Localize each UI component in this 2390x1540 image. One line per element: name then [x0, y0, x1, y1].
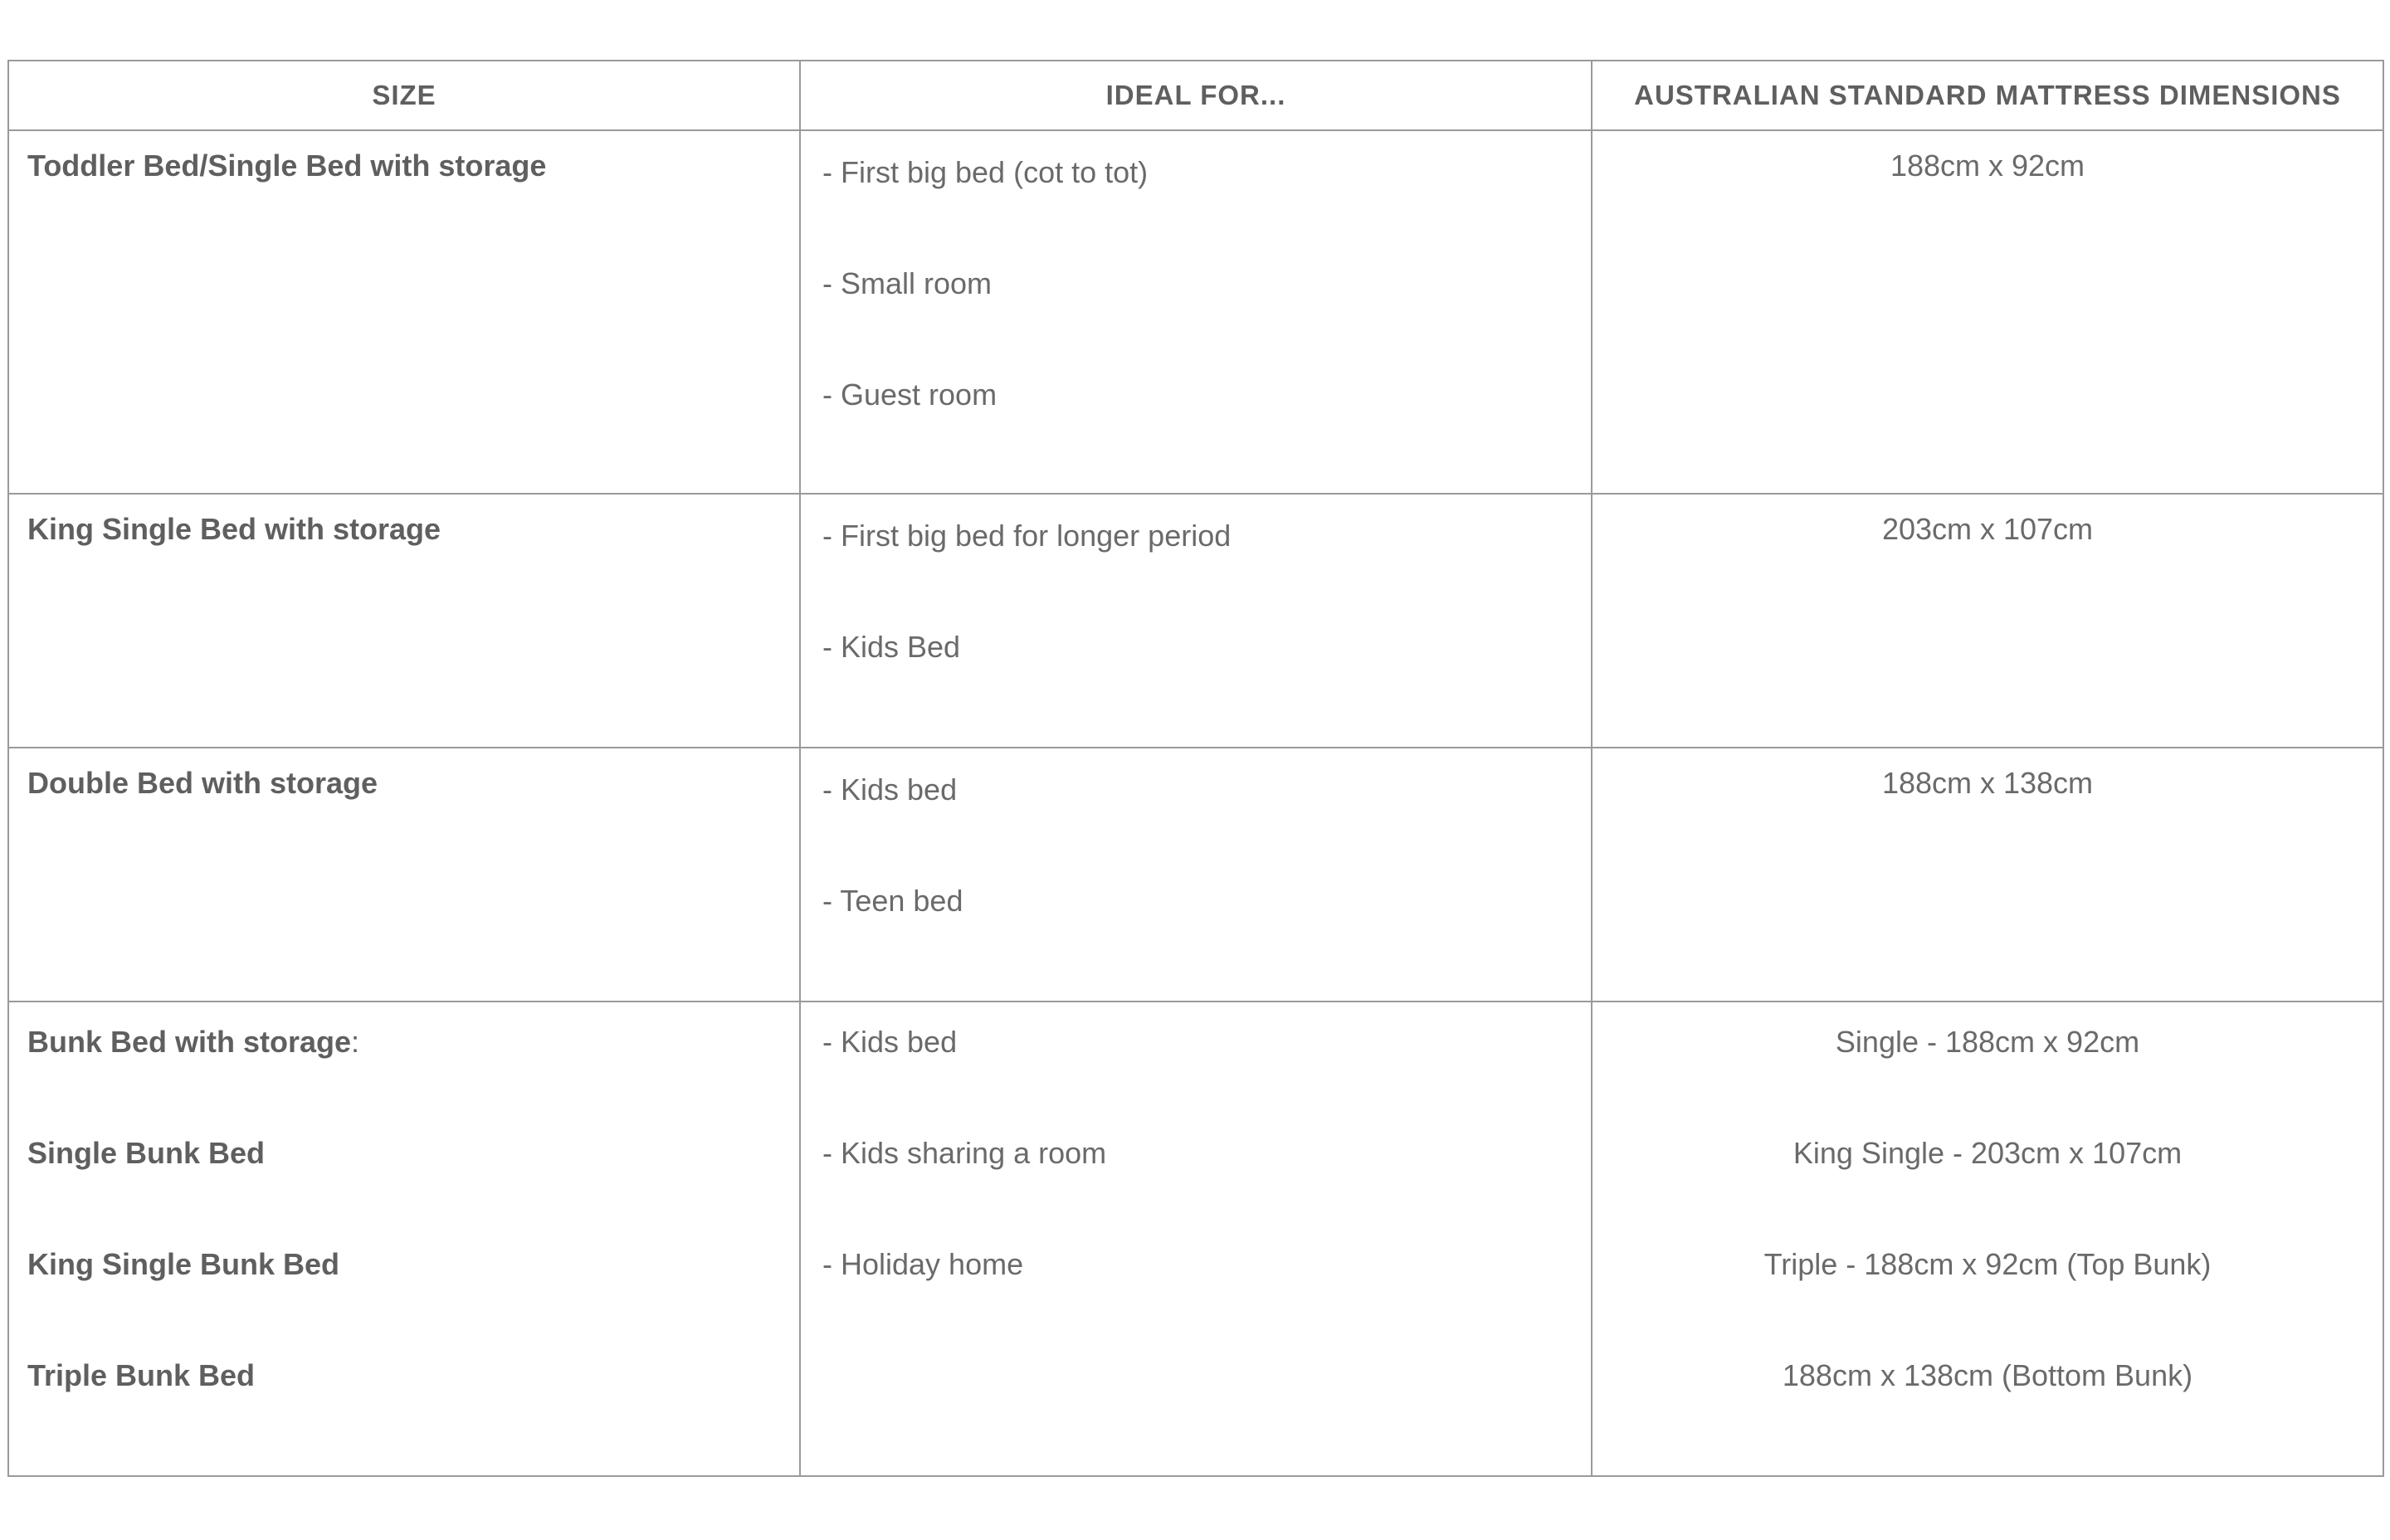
dimension-value: Triple - 188cm x 92cm (Top Bunk) [1763, 1247, 2212, 1281]
size-label: Toddler Bed/Single Bed with storage [27, 149, 547, 183]
dimensions-cell [1592, 748, 2383, 1001]
size-label-suffix: : [351, 1025, 360, 1059]
size-guide-table-wrapper [7, 60, 2383, 1477]
ideal-for-item: - First big bed for longer period [822, 519, 1232, 553]
ideal-for-item: - Kids bed [822, 772, 958, 807]
ideal-for-item: - Guest room [822, 378, 997, 412]
size-label: Single Bunk Bed [27, 1136, 266, 1170]
size-cell [8, 130, 800, 494]
header-row [8, 61, 2383, 130]
dimensions-cell [1592, 130, 2383, 494]
size-label: Double Bed with storage [27, 766, 378, 800]
size-cell [8, 494, 800, 748]
table-row [8, 748, 2383, 1001]
size-label: King Single Bunk Bed [27, 1247, 340, 1281]
ideal-for-item: - First big bed (cot to tot) [822, 155, 1149, 189]
dimension-value: 188cm x 92cm [1890, 149, 2085, 183]
ideal-for-item: - Small room [822, 266, 993, 300]
dimensions-cell [1592, 1001, 2383, 1476]
dimension-value: 203cm x 107cm [1881, 512, 2094, 546]
dimension-value: 188cm x 138cm [1881, 766, 2094, 800]
ideal-for-item: - Kids bed [822, 1025, 958, 1059]
table-row [8, 494, 2383, 748]
header-size: SIZE [8, 61, 800, 130]
dimension-value: Single - 188cm x 92cm [1835, 1025, 2140, 1059]
ideal-for-cell [800, 130, 1592, 494]
header-mattress-dimensions: AUSTRALIAN STANDARD MATTRESS DIMENSIONS [1592, 61, 2383, 130]
size-cell [8, 748, 800, 1001]
ideal-for-item: - Kids sharing a room [822, 1136, 1107, 1170]
ideal-for-item: - Kids Bed [822, 630, 961, 664]
size-label [27, 1024, 799, 1060]
ideal-for-cell [800, 494, 1592, 748]
size-label-text: Bunk Bed with storage [27, 1025, 352, 1059]
dimensions-cell [1592, 494, 2383, 748]
dimension-value: 188cm x 138cm (Bottom Bunk) [1782, 1358, 2193, 1392]
ideal-for-cell [800, 748, 1592, 1001]
dimension-value: King Single - 203cm x 107cm [1792, 1136, 2183, 1170]
table-row [8, 1001, 2383, 1476]
size-guide-table [7, 60, 2384, 1477]
header-ideal-for: IDEAL FOR... [800, 61, 1592, 130]
ideal-for-item: - Teen bed [822, 884, 963, 918]
ideal-for-cell [800, 1001, 1592, 1476]
ideal-for-item: - Holiday home [822, 1247, 1024, 1281]
size-label: Triple Bunk Bed [27, 1358, 256, 1392]
size-label: King Single Bed with storage [27, 512, 441, 546]
size-cell [8, 1001, 800, 1476]
table-row [8, 130, 2383, 494]
